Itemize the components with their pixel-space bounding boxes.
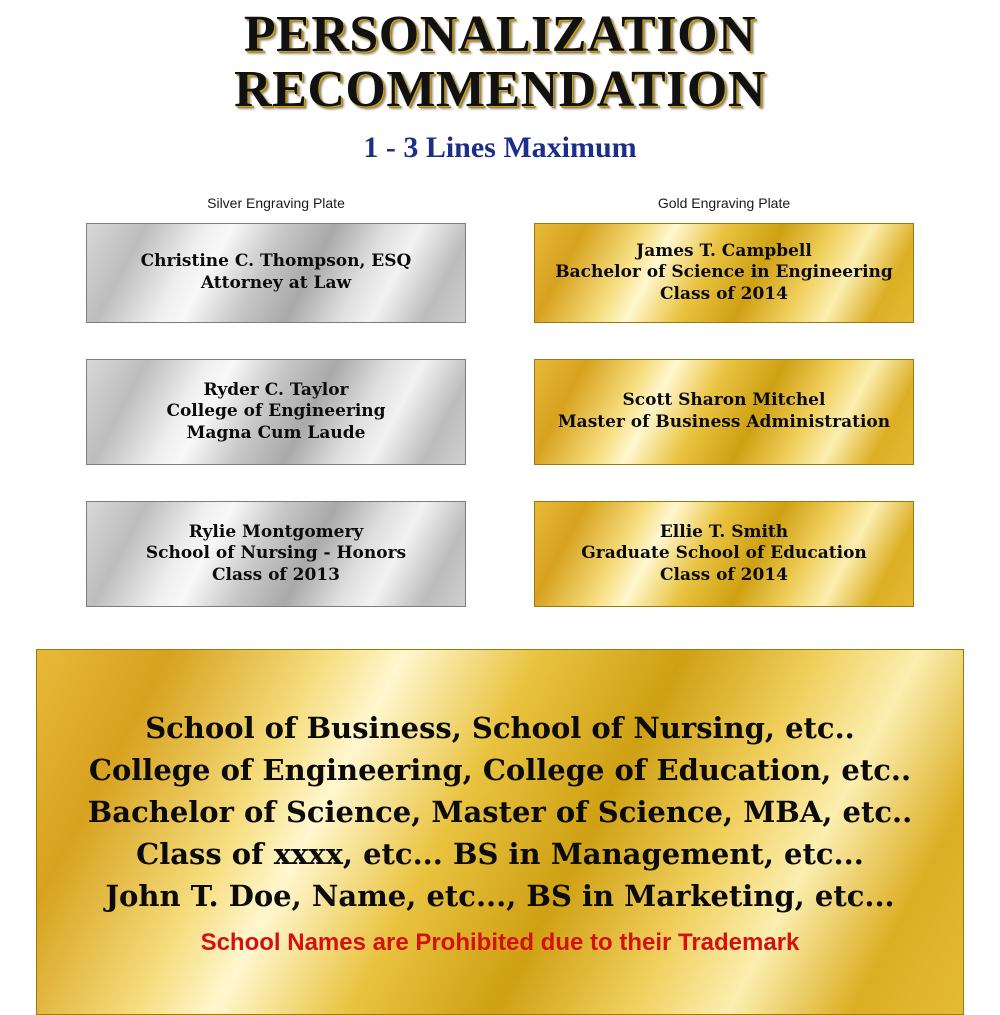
silver-column [86,195,466,643]
engraving-plate-gold-2 [534,359,914,465]
plate-line: Class of 2014 [660,565,788,586]
engraving-plate-silver-3 [86,501,466,607]
plate-columns [0,165,1000,643]
example-line: Bachelor of Science, Master of Science, MBA, etc.. [87,795,913,830]
examples-plate-wrapper [0,643,1000,1015]
gold-column-label: Gold Engraving Plate [657,195,791,212]
plate-line: Master of Business Administration [557,412,891,433]
examples-engraving-plate [36,649,964,1015]
plate-line: Class of 2014 [660,284,788,305]
plate-line: Rylie Montgomery [188,521,364,542]
example-line: John T. Doe, Name, etc..., BS in Marketing, etc... [105,879,895,914]
page-subtitle: 1 - 3 Lines Maximum [363,131,637,165]
plate-line: Christine C. Thompson, ESQ [140,251,412,272]
page-header [0,8,1000,165]
example-line: College of Engineering, College of Education, etc.. [88,753,912,788]
plate-line: Magna Cum Laude [186,423,366,444]
plate-line: Ellie T. Smith [659,521,789,542]
example-line: School of Business, School of Nursing, etc.. [145,711,855,746]
engraving-plate-silver-1 [86,223,466,323]
plate-line: James T. Campbell [636,240,812,261]
plate-line: Graduate School of Education [581,543,867,564]
engraving-plate-silver-2 [86,359,466,465]
gold-column [534,195,914,643]
example-line: Class of xxxx, etc... BS in Management, etc... [136,837,864,872]
page-title: PERSONALIZATION RECOMMENDATION [234,6,766,118]
plate-line: College of Engineering [166,401,386,422]
plate-line: Class of 2013 [212,565,340,586]
plate-line: Attorney at Law [200,273,352,294]
plate-line: Scott Sharon Mitchel [622,390,826,411]
engraving-plate-gold-1 [534,223,914,323]
engraving-plate-gold-3 [534,501,914,607]
silver-column-label: Silver Engraving Plate [207,195,345,212]
plate-line: Ryder C. Taylor [203,379,349,400]
trademark-warning: School Names are Prohibited due to their Trademark [200,929,800,957]
plate-line: Bachelor of Science in Engineering [555,262,893,283]
plate-line: School of Nursing - Honors [145,543,407,564]
